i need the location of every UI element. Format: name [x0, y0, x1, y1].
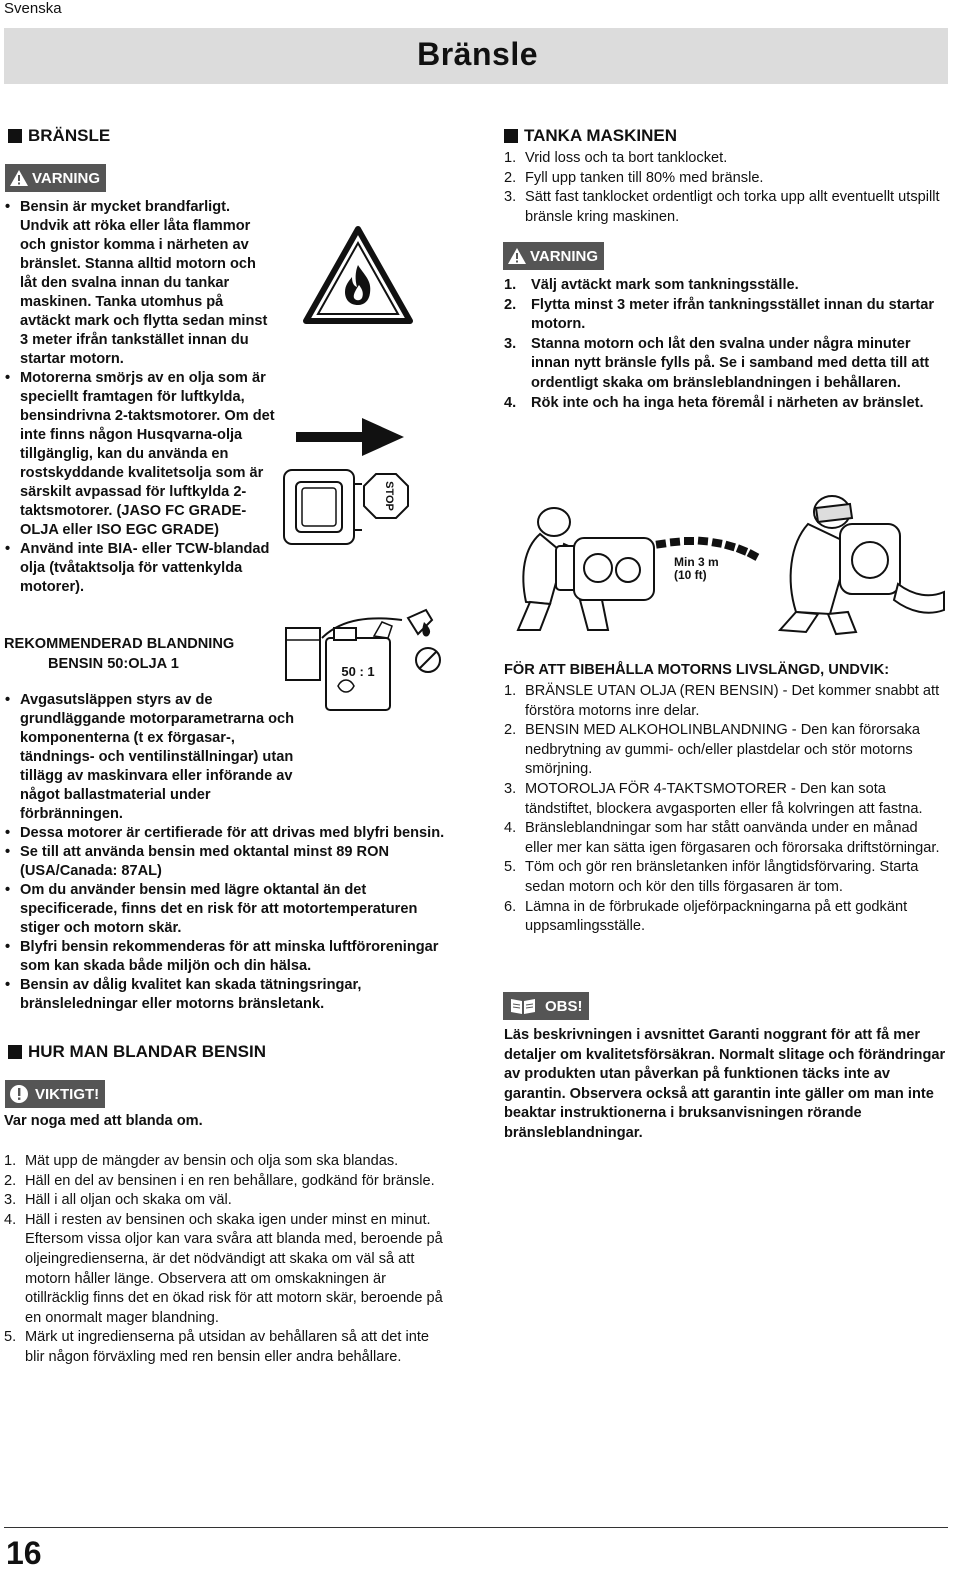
- distance-label-imperial: (10 ft): [674, 568, 707, 582]
- list-item: 1. Mät upp de mängder av bensin och olja som ska blandas.: [4, 1153, 399, 1169]
- list-item: 5. Töm och gör ren bränsletanken inför långtidsförvaring. Starta sedan motorn och kör den tills förgasaren är tom.: [504, 859, 919, 895]
- mix-title-line1: REKOMMENDERAD BLANDNING: [4, 636, 235, 652]
- flammable-warning-icon: [302, 225, 414, 327]
- list-item: 3. Stanna motorn och låt den svalna under några minuter innan nytt bränsle fylls på. Se i samband med detta till att ordentligt skaka om bränsleblandningen i behållaren.: [504, 335, 930, 391]
- page-number: 16: [6, 1535, 42, 1571]
- list-item: 4. Häll i resten av bensinen och skaka igen under minst en minut. Eftersom vissa oljor kan vara svåra att blanda med, beroende på oljeingredienserna, är det nödvändigt att skaka om väl så att motorn håller länge. Observera att om omskakningen är otillräcklig finns det en ökad risk för att motorn skär, beroende på en onormalt mager blandning.: [4, 1211, 443, 1326]
- mix-bullet-list: [4, 691, 450, 1014]
- list-item: 5. Märk ut ingredienserna på utsidan av behållaren så att det inte blir någon förväxling med ren bensin eller andra behållare.: [4, 1329, 430, 1365]
- list-item: 3. MOTOROLJA FÖR 4-TAKTSMOTORER - Den kan sota tändstiftet, blockera avgasporten eller få kolvringen att fastna.: [504, 780, 923, 817]
- fuel-warning-list: [4, 198, 276, 597]
- engine-switch-stop-illustration: [282, 462, 412, 552]
- list-item: • Dessa motorer är certifierade för att drivas med blyfri bensin.: [4, 824, 450, 843]
- section-square-icon: [504, 129, 518, 143]
- list-item: • Avgasutsläppen styrs av de grundläggande motorparametrarna och komponenterna (t ex förgasar-, tändnings- och ventilinställningar) utan tillägg av maskinvara eller införande av något ballastmaterial under förbränningen.: [4, 691, 450, 824]
- list-item: 3. Häll i all oljan och skaka om väl.: [4, 1192, 232, 1209]
- list-item: 4. Rök inte och ha inga heta föremål i närheten av bränslet.: [504, 394, 924, 411]
- footer-divider: [4, 1527, 948, 1528]
- page-title: Bränsle: [417, 36, 538, 72]
- warning-badge: VARNING: [5, 164, 106, 192]
- longevity-heading: FÖR ATT BIBEHÅLLA MOTORNS LIVSLÄNGD, UNDVIK:: [504, 662, 890, 678]
- list-item: • Blyfri bensin rekommenderas för att minska luftföroreningar som kan skada både miljön och din hälsa.: [4, 938, 450, 976]
- mix-title-line2: BENSIN 50:OLJA 1: [48, 656, 179, 672]
- mixing-steps: [4, 1152, 450, 1368]
- exclamation-circle-icon: [9, 1084, 29, 1104]
- refuel-steps: [504, 149, 944, 227]
- list-item: • Bensin av dålig kvalitet kan skada tätningsringar, bränsleledningar eller motorns bränsletank.: [4, 976, 450, 1014]
- list-item: 1. Välj avtäckt mark som tankningsställe.: [504, 277, 799, 293]
- list-item: • Om du använder bensin med lägre oktantal än det specificerade, finns det en risk för att motortemperaturen stiger och motorn skär.: [4, 881, 450, 938]
- title-banner: [4, 28, 948, 84]
- list-item: 1. Vrid loss och ta bort tanklocket.: [504, 150, 728, 166]
- list-item: 4. Bränsleblandningar som har stått oanvända under en månad eller mer kan sätta igen förgasaren och förorsaka driftstörningar.: [504, 820, 940, 856]
- distance-label: Min 3 m: [674, 555, 719, 569]
- mixing-intro: Var noga med att blanda om.: [4, 1113, 203, 1129]
- list-item: • Motorerna smörjs av en olja som är speciellt framtagen för luftkylda, bensindrivna 2-taktsmotorer. Om det inte finns någon Husqvarna-olja tillgänglig, kan du använda en rostskyddande kvalitetsolja som är särskilt avpassad för luftkylda 2-taktsmotorer. (JASO FC GRADE-OLJA eller ISO EGC GRADE): [4, 369, 276, 540]
- language-label: Svenska: [4, 0, 62, 17]
- list-item: 3. Sätt fast tanklocket ordentligt och torka upp allt eventuellt utspillt bränsle kring maskinen.: [504, 189, 940, 225]
- refuel-warning-steps: [504, 276, 944, 413]
- section-square-icon: [8, 129, 22, 143]
- important-badge: VIKTIGT!: [5, 1080, 105, 1108]
- fuel-ratio-label: 50 : 1: [341, 664, 375, 679]
- list-item: 2. Häll en del av bensinen i en ren behållare, godkänd för bränsle.: [4, 1172, 435, 1189]
- list-item: • Bensin är mycket brandfarligt. Undvik att röka eller låta flammor och gnistor komma i närheten av bränslet. Stanna alltid motorn och låt den svalna innan du tankar maskinen. Tanka utomhus på avtäckt mark och flytta sedan minst 3 meter ifrån tankstället innan du startar motorn.: [4, 198, 276, 369]
- list-item: 6. Lämna in de förbrukade oljeförpackningarna på ett godkänt uppsamlingsställe.: [504, 898, 908, 935]
- section-heading-refuel: TANKA MASKINEN: [504, 126, 677, 146]
- note-text: Läs beskrivningen i avsnittet Garanti noggrant för att få mer detaljer om kvalitetsförsäkran. Normalt slitage och förändringar av produkten utan påverkan på funktionen täcks inte av garantin. Observera också att garantin inte gäller om man inte beaktar instruktionerna i bruksanvisningen rörande bränsleblandningar.: [504, 1027, 946, 1141]
- refueling-distance-illustration: [510, 484, 946, 636]
- list-item: • Se till att använda bensin med oktantal minst 89 RON (USA/Canada: 87AL): [4, 843, 450, 881]
- list-item: 2. Fyll upp tanken till 80% med bränsle.: [504, 169, 764, 186]
- book-icon: [509, 997, 537, 1015]
- section-heading-fuel: BRÄNSLE: [8, 126, 110, 146]
- note-badge: OBS!: [503, 992, 589, 1020]
- warning-badge: VARNING: [503, 242, 604, 270]
- list-item: 1. BRÄNSLE UTAN OLJA (REN BENSIN) - Det kommer snabbt att förstöra motorns inre delar.: [504, 683, 940, 719]
- list-item: • Använd inte BIA- eller TCW-blandad olja (tvåtaktsolja för vattenkylda motorer).: [4, 540, 276, 597]
- arrow-right-icon: [296, 416, 406, 458]
- svg-text:STOP: STOP: [383, 481, 395, 511]
- section-square-icon: [8, 1045, 22, 1059]
- list-item: 2. Flytta minst 3 meter ifrån tankningsstället innan du startar motorn.: [504, 296, 935, 333]
- warning-triangle-icon: [9, 169, 29, 187]
- section-heading-mixing: HUR MAN BLANDAR BENSIN: [8, 1042, 266, 1062]
- warning-triangle-icon: [507, 247, 527, 265]
- longevity-list: [504, 682, 946, 937]
- list-item: 2. BENSIN MED ALKOHOLINBLANDNING - Den kan förorsaka nedbrytning av gummi- och/eller plastdelar och stör motorns smörjning.: [504, 722, 920, 778]
